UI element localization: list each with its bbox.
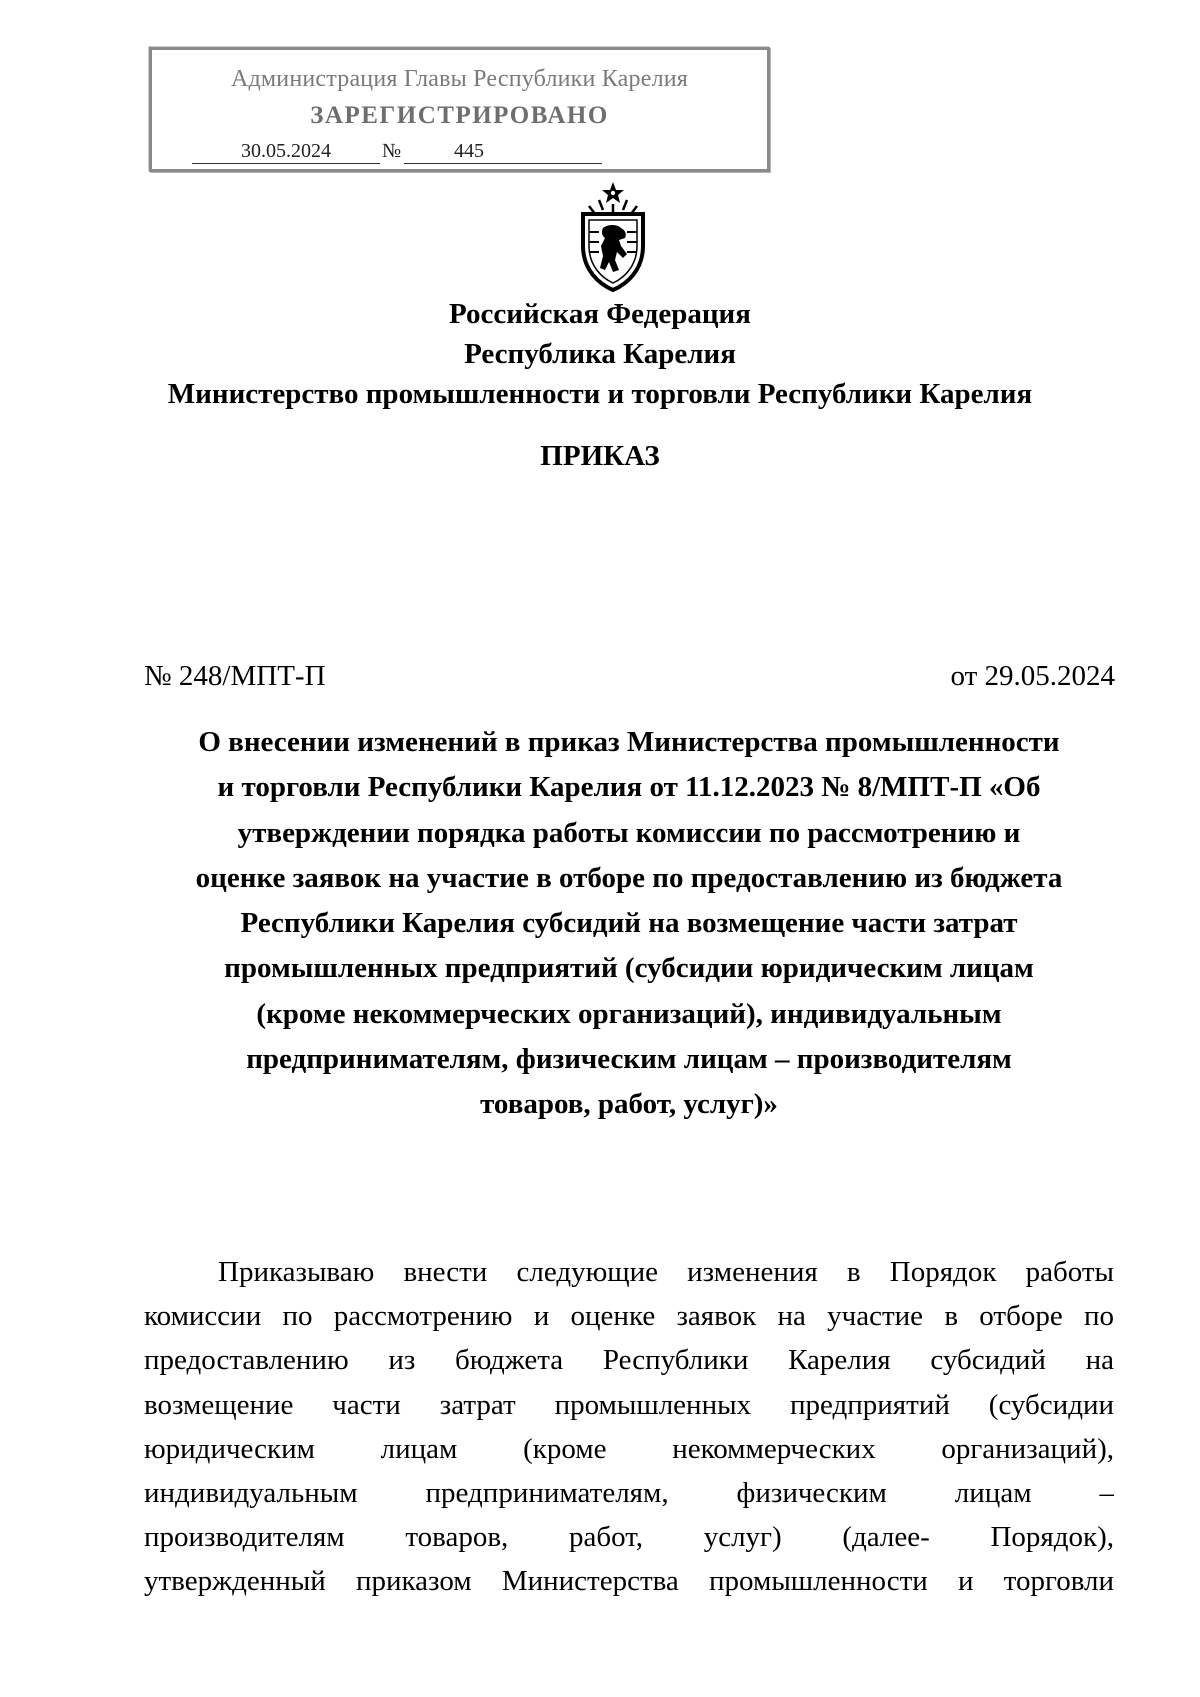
registration-stamp bbox=[149, 47, 770, 172]
karelia-coat-of-arms-icon bbox=[575, 180, 651, 292]
title-line: утверждении порядка работы комиссии по рассмотрению и bbox=[237, 816, 1021, 849]
document-type: ПРИКАЗ bbox=[540, 440, 660, 472]
title-line: О внесении изменений в приказ Министерства промышленности bbox=[198, 726, 1060, 758]
title-line: оценке заявок на участие в отборе по предоставлению из бюджета bbox=[195, 861, 1063, 894]
stamp-number-sign: № bbox=[382, 140, 402, 162]
header-ministry: Министерство промышленности и торговли Республики Карелия bbox=[167, 378, 1033, 410]
body-line: предоставлению из бюджета Республики Карелия субсидий на bbox=[144, 1344, 1114, 1377]
body-line: возмещение части затрат промышленных предприятий (субсидии bbox=[144, 1388, 1114, 1421]
order-date: от 29.05.2024 bbox=[950, 660, 1115, 692]
title-line: товаров, работ, услуг)» bbox=[480, 1088, 778, 1121]
stamp-organization: Администрация Главы Республики Карелия bbox=[230, 66, 689, 92]
body-line: Приказываю внести следующие изменения в Порядок работы bbox=[218, 1256, 1114, 1288]
stamp-date: 30.05.2024 bbox=[192, 140, 380, 164]
body-line: комиссии по рассмотрению и оценке заявок на участие в отборе по bbox=[144, 1300, 1114, 1333]
header-country: Российская Федерация bbox=[449, 298, 751, 330]
title-line: (кроме некоммерческих организаций), индивидуальным bbox=[256, 997, 1002, 1030]
body-line: индивидуальным предпринимателям, физическим лицам – bbox=[144, 1476, 1114, 1509]
header-republic: Республика Карелия bbox=[464, 338, 736, 370]
document-title bbox=[144, 720, 1114, 1128]
title-line: и торговли Республики Карелия от 11.12.2023 № 8/МПТ-П «Об bbox=[217, 771, 1041, 804]
title-line: Республики Карелия субсидий на возмещение части затрат bbox=[240, 907, 1018, 940]
title-line: предпринимателям, физическим лицам – производителям bbox=[246, 1043, 1012, 1076]
body-paragraph bbox=[144, 1250, 1114, 1604]
body-line: юридическим лицам (кроме некоммерческих организаций), bbox=[144, 1432, 1114, 1465]
title-line: промышленных предприятий (субсидии юридическим лицам bbox=[224, 952, 1034, 985]
stamp-number: 445 bbox=[404, 140, 602, 164]
body-line: утвержденный приказом Министерства промышленности и торговли bbox=[144, 1565, 1114, 1598]
stamp-status: ЗАРЕГИСТРИРОВАНО bbox=[310, 102, 609, 129]
order-number: № 248/МПТ-П bbox=[144, 660, 326, 692]
body-line: производителям товаров, работ, услуг) (далее- Порядок), bbox=[144, 1521, 1114, 1554]
